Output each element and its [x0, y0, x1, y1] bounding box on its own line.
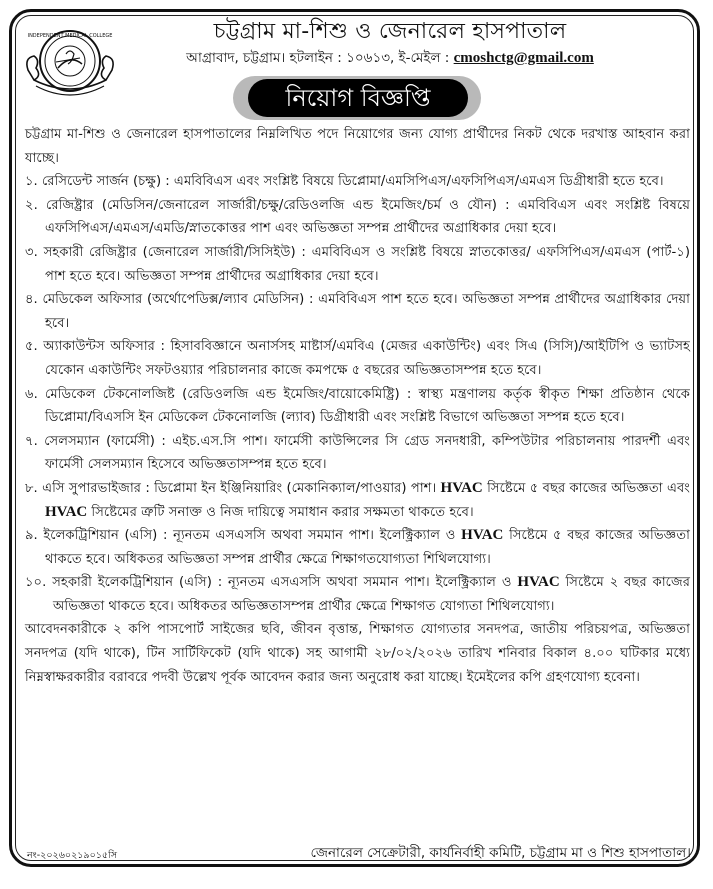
item-text: সিষ্টেমের ত্রুটি সনাক্ত ও নিজ দায়িত্বে সমাধান করার সক্ষমতা থাকতে হবে। — [87, 504, 474, 520]
hvac-term: HVAC — [440, 479, 483, 496]
position-item-10 — [25, 571, 690, 618]
position-item-7: ৭. সেলসম্যান (ফার্মেসী) : এইচ.এস.সি পাশ। ফার্মেসী কাউন্সিলের সি গ্রেড সনদধারী, কম্পিউটার পরিচালনায় পারদর্শী এবং ফার্মেসী সেলসম্যান হিসেবে অভিজ্ঞতাসম্পন্ন হতে হবে। — [25, 433, 690, 473]
item-text: ৯. ইলেকট্রিশিয়ান (এসি) : ন্যূনতম এসএসসি অথবা সমমান পাশ। ইলেক্ট্রিক্যাল ও — [25, 528, 462, 544]
application-instructions: আবেদনকারীকে ২ কপি পাসপোর্ট সাইজের ছবি, জীবন বৃত্তান্ত, শিক্ষাগত যোগ্যতার সনদপত্র, জাতীয় পরিচয়পত্র, অভিজ্ঞতা সনদপত্র (যদি থাকে), টিন সার্টিফিকেট (যদি থাকে) সহ আগামী ২৮/০২/২০২৬ তারিখ শনিবার বিকাল ৪.০০ ঘটিকার মধ্যে নিম্নস্বাক্ষরকারীর বরাবরে পদবী উল্লেখ পূর্বক আবেদন করার জন্য অনুরোধ করা যাচ্ছে। ইমেইলের কপি গ্রহণযোগ্য হবেনা। — [25, 622, 690, 685]
contact-line — [130, 47, 650, 70]
hospital-name: চট্টগ্রাম মা-শিশু ও জেনারেল হাসপাতাল — [213, 19, 567, 44]
reference-number: নং-২০২৬০২১৯০১৫সি — [27, 850, 118, 861]
address-hotline: আগ্রাবাদ, চট্টগ্রাম। হটলাইন : ১০৬১৩, ই-মেইল : — [186, 50, 454, 66]
position-item-3: ৩. সহকারী রেজিষ্ট্রার (জেনারেল সার্জারী/সিসিইউ) : এমবিবিএস ও সংশ্লিষ্ট বিষয়ে স্নাতকোত্তর/ এফসিপিএস/এমএস (পার্ট-১) পাশ হতে হবে। অভিজ্ঞতা সম্পন্ন প্রার্থীদের অগ্রাধিকার দেয়া হবে। — [25, 244, 690, 284]
item-text: ১০. সহকারী ইলেকট্রিশিয়ান (এসি) : ন্যূনতম এসএসসি অথবা সমমান পাশ। ইলেক্ট্রিক্যাল ও — [25, 575, 518, 591]
intro-paragraph: চট্টগ্রাম মা-শিশু ও জেনারেল হাসপাতালের নিম্নলিখিত পদে নিয়োগের জন্য যোগ্য প্রার্থীদের নিকট থেকে দরখাস্ত আহবান করা যাচ্ছে। — [25, 127, 690, 166]
item-text: সিষ্টেমে ২ বছর কাজের অভিজ্ঞতা থাকতে হবে। অধিকতর অভিজ্ঞতাসম্পন্ন প্রার্থীর ক্ষেত্রে শিক্ষাগত যোগ্যতা শিথিলযোগ্য। — [53, 575, 690, 614]
hvac-term: HVAC — [461, 527, 504, 544]
position-item-1: ১. রেসিডেন্ট সার্জন (চক্ষু) : এমবিবিএস এবং সংশ্লিষ্ট বিষয়ে ডিপ্লোমা/এমসিপিএস/এফসিপিএস/এমএস ডিগ্রীধারী হতে হবে। — [25, 174, 664, 190]
email-link[interactable]: cmoshctg@gmail.com — [453, 50, 594, 66]
position-item-2: ২. রেজিষ্ট্রার (মেডিসিন/জেনারেল সার্জারী/চক্ষু/রেডিওলজি এন্ড ইমেজিং/চর্ম ও যৌন) : এমবিবিএস এবং সংশ্লিষ্ট বিষয়ে এফসিপিএস/এমএস/এমডি/স্নাতকোত্তর পাশ এবং অভিজ্ঞতা সম্পন্ন প্রার্থীদের অগ্রাধিকার দেয়া হবে। — [25, 197, 690, 237]
item-text: ৮. এসি সুপারভাইজার : ডিপ্লোমা ইন ইঞ্জিনিয়ারিং (মেকানিক্যাল/পাওয়ার) পাশ। — [25, 480, 441, 496]
item-text: সিষ্টেমে ৫ বছর কাজের অভিজ্ঞতা এবং — [482, 480, 690, 496]
item-text: সিষ্টেমে ৫ বছর কাজের অভিজ্ঞতা থাকতে হবে। অধিকতর অভিজ্ঞতা সম্পন্ন প্রার্থীর ক্ষেত্রে শিক্ষাগতযোগ্যতা শিথিলযোগ্য। — [45, 528, 690, 567]
notice-body — [25, 123, 690, 689]
hvac-term: HVAC — [45, 503, 88, 520]
hvac-term: HVAC — [517, 574, 560, 591]
position-item-8 — [25, 477, 690, 524]
seal-text: INDEPENDENT MEDICAL COLLEGE — [27, 33, 113, 39]
position-item-5: ৫. অ্যাকাউন্টস অফিসার : হিসাববিজ্ঞানে অনার্সসহ মাষ্টার্স/এমবিএ (মেজর একাউন্টিং) এবং সিএ (সিসি)/আইটিপি ও ভ্যাটসহ যেকোন একাউন্টিং সফটওয়্যার পরিচালনার কাজে কমপক্ষে ৫ বছরের অভিজ্ঞতাসম্পন্ন হতে হবে। — [25, 339, 690, 378]
notice-heading: নিয়োগ বিজ্ঞপ্তি — [248, 79, 468, 117]
medical-college-seal-icon — [20, 24, 120, 102]
signatory: জেনারেল সেক্রেটারী, কার্যনির্বাহী কমিটি, চট্টগ্রাম মা ও শিশু হাসপাতাল। — [310, 845, 691, 861]
position-item-9 — [25, 524, 690, 571]
position-item-6: ৬. মেডিকেল টেকনোলজিষ্ট (রেডিওলজি এন্ড ইমেজিং/বায়োকেমিষ্ট্রি) : স্বাস্থ্য মন্ত্রণালয় কর্তৃক স্বীকৃত শিক্ষা প্রতিষ্ঠান থেকে ডিপ্লোমা/বিএসসি ইন মেডিকেল টেকনোলজি (ল্যাব) ডিগ্রীধারী এবং সংশ্লিষ্ট বিভাগে অভিজ্ঞতা সম্পন্ন হতে হবে। — [25, 386, 690, 426]
position-item-4: ৪. মেডিকেল অফিসার (অর্থোপেডিক্স/ল্যাব মেডিসিন) : এমবিবিএস পাশ হতে হবে। অভিজ্ঞতা সম্পন্ন প্রার্থীদের অগ্রাধিকার দেয়া হবে। — [25, 292, 690, 331]
